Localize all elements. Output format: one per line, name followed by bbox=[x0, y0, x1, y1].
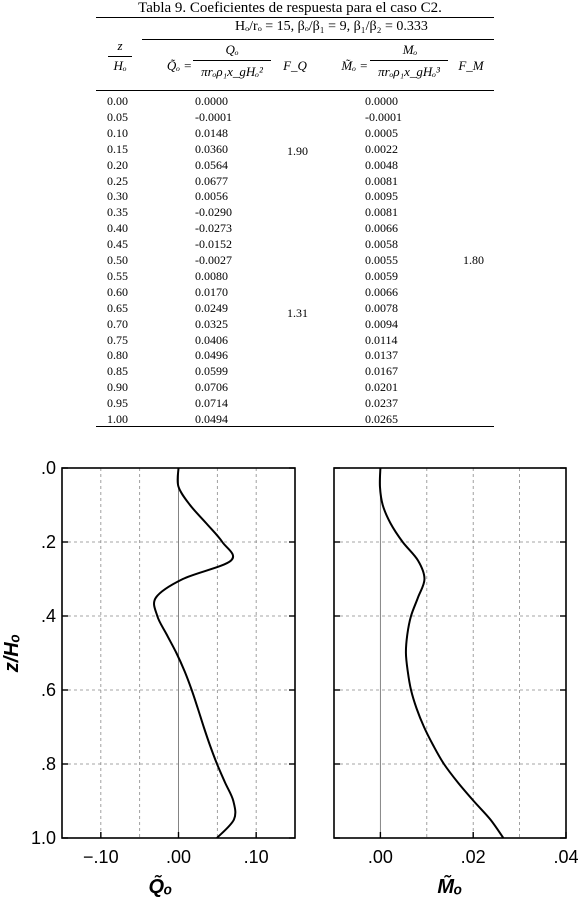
table-cell-row-q: -0.0027 bbox=[195, 253, 232, 267]
table-cell-row-z: 0.55 bbox=[107, 268, 128, 283]
table-cell-row-m: 0.0167 bbox=[365, 364, 398, 379]
y-tick-label: .2 bbox=[40, 532, 56, 552]
col-m-denominator: πrₒρ₁x_gHₒ³ bbox=[378, 64, 440, 79]
table-cell-row-q: -0.0152 bbox=[195, 237, 232, 252]
table-cell-row-q: 0.0360 bbox=[195, 141, 228, 156]
table-cell-row-z: 0.50 bbox=[107, 253, 128, 267]
table-cell-row-q: 0.0714 bbox=[195, 396, 228, 411]
table-params: Hₒ/rₒ = 15, βₒ/β₁ = 9, β₁/β₂ = 0.333 bbox=[235, 19, 428, 34]
table-cell-row-z: 0.25 bbox=[107, 173, 128, 188]
y-tick-label: 1.0 bbox=[30, 828, 56, 848]
header-rule bbox=[96, 90, 494, 91]
table-cell-row-z: 0.80 bbox=[107, 348, 128, 363]
y-tick-label: .8 bbox=[40, 754, 56, 774]
table-cell-row-m: -0.0001 bbox=[365, 109, 402, 124]
x-tick-label: −.10 bbox=[83, 847, 119, 867]
table-cell-row-q: 0.0080 bbox=[195, 268, 228, 283]
table-cell-row-m: 0.0114 bbox=[365, 332, 398, 347]
col-m-numerator: Mₒ bbox=[402, 42, 418, 57]
table-cell-row-q: 0.0599 bbox=[195, 364, 228, 379]
table-cell-row-q: 0.0496 bbox=[195, 348, 228, 363]
table-cell-row-m: 0.0000 bbox=[365, 94, 398, 108]
table-caption: Tabla 9. Coeficientes de respuesta para el caso C2. bbox=[138, 0, 442, 16]
table-cell-row-z: 0.30 bbox=[107, 189, 128, 204]
table-cell-row-z: 0.60 bbox=[107, 284, 128, 299]
table-cell-row-q: 0.0056 bbox=[195, 189, 228, 204]
y-axis-label: z/Hₒ bbox=[1, 633, 23, 673]
table-cell-row-z: 0.15 bbox=[107, 141, 128, 156]
table-cell-row-m: 0.0022 bbox=[365, 141, 398, 156]
table-cell-row-q: -0.0273 bbox=[195, 221, 232, 236]
fm-value: 1.80 bbox=[463, 253, 484, 267]
fq-value-2: 1.31 bbox=[287, 306, 308, 320]
table-cell-row-z: 0.00 bbox=[107, 94, 128, 108]
table-cell-row-m: 0.0094 bbox=[365, 316, 398, 331]
charts-figure bbox=[0, 430, 580, 900]
table-cell-row-m: 0.0265 bbox=[365, 412, 398, 426]
x-tick-label: .10 bbox=[243, 847, 269, 867]
table-cell-row-z: 0.40 bbox=[107, 221, 128, 236]
chart-q bbox=[31, 458, 295, 898]
table-cell-row-z: 0.85 bbox=[107, 364, 128, 379]
col-q-numerator: Qₒ bbox=[225, 42, 239, 57]
x-axis-label: M̃ₒ bbox=[437, 876, 463, 898]
col-z-bar bbox=[108, 56, 132, 57]
table-cell-row-m: 0.0058 bbox=[365, 237, 398, 252]
fq-value-1: 1.90 bbox=[287, 144, 308, 158]
table-cell-row-m: 0.0137 bbox=[365, 348, 398, 363]
table-cell-row-z: 0.90 bbox=[107, 380, 128, 395]
table-cell-row-q: 0.0406 bbox=[195, 332, 228, 347]
table-cell-row-m: 0.0081 bbox=[365, 205, 398, 220]
table-cell-row-q: 0.0249 bbox=[195, 300, 228, 315]
table-cell-row-m: 0.0066 bbox=[365, 221, 398, 236]
x-axis-label: Q̃ₒ bbox=[148, 876, 173, 898]
chart-m bbox=[334, 468, 579, 898]
x-tick-label: .00 bbox=[367, 847, 393, 867]
table-cell-row-z: 0.70 bbox=[107, 316, 128, 331]
col-z-numerator: z bbox=[117, 38, 123, 53]
series-line bbox=[380, 468, 504, 838]
table-cell-row-q: 0.0677 bbox=[195, 173, 228, 188]
table-cell-row-q: 0.0000 bbox=[195, 94, 228, 108]
table-cell-row-q: 0.0148 bbox=[195, 125, 228, 140]
params-rule bbox=[142, 39, 494, 40]
col-fm-header: F_M bbox=[458, 58, 484, 73]
table-cell-row-z: 0.65 bbox=[107, 300, 128, 315]
table-cell-row-m: 0.0005 bbox=[365, 125, 398, 140]
table-cell-row-z: 0.75 bbox=[107, 332, 128, 347]
series-line bbox=[154, 468, 235, 838]
table-cell-row-z: 0.05 bbox=[107, 109, 128, 124]
table-cell-row-m: 0.0066 bbox=[365, 284, 398, 299]
y-tick-label: .4 bbox=[40, 606, 56, 626]
table-cell-row-q: 0.0170 bbox=[195, 284, 228, 299]
table-cell-row-m: 0.0201 bbox=[365, 380, 398, 395]
table-cell-row-m: 0.0078 bbox=[365, 300, 398, 315]
x-tick-label: .04 bbox=[553, 847, 579, 867]
col-q-lhs: Q̃ₒ = bbox=[166, 58, 192, 73]
col-q-bar bbox=[193, 60, 271, 61]
table-cell-row-z: 1.00 bbox=[107, 412, 128, 426]
table-cell-row-q: 0.0325 bbox=[195, 316, 228, 331]
y-tick-label: .0 bbox=[40, 458, 56, 478]
table-cell-row-m: 0.0095 bbox=[365, 189, 398, 204]
plot-frame bbox=[334, 468, 566, 838]
table-cell-row-z: 0.95 bbox=[107, 396, 128, 411]
col-z-denominator: Hₒ bbox=[113, 58, 127, 73]
table-cell-row-q: 0.0494 bbox=[195, 412, 228, 426]
table-cell-row-q: 0.0706 bbox=[195, 380, 228, 395]
table-cell-row-m: 0.0055 bbox=[365, 253, 398, 267]
table-cell-row-m: 0.0059 bbox=[365, 268, 398, 283]
table-cell-row-m: 0.0237 bbox=[365, 396, 398, 411]
table-cell-row-q: -0.0001 bbox=[195, 109, 232, 124]
table-top-rule bbox=[96, 17, 494, 18]
table-cell-row-z: 0.10 bbox=[107, 125, 128, 140]
x-tick-label: .02 bbox=[460, 847, 486, 867]
col-m-lhs: M̃ₒ = bbox=[341, 58, 368, 73]
col-m-bar bbox=[370, 60, 448, 61]
x-tick-label: .00 bbox=[165, 847, 192, 867]
table-cell-row-z: 0.35 bbox=[107, 205, 128, 220]
table-cell-row-m: 0.0048 bbox=[365, 157, 398, 172]
table-cell-row-q: 0.0564 bbox=[195, 157, 228, 172]
table-bottom-rule bbox=[96, 426, 494, 427]
y-tick-label: .6 bbox=[40, 680, 56, 700]
col-fq-header: F_Q bbox=[283, 58, 307, 73]
col-q-denominator: πrₒρ₁x_gHₒ² bbox=[201, 64, 263, 79]
table-cell-row-z: 0.20 bbox=[107, 157, 128, 172]
table-cell-row-m: 0.0081 bbox=[365, 173, 398, 188]
table-cell-row-q: -0.0290 bbox=[195, 205, 232, 220]
table-cell-row-z: 0.45 bbox=[107, 237, 128, 252]
